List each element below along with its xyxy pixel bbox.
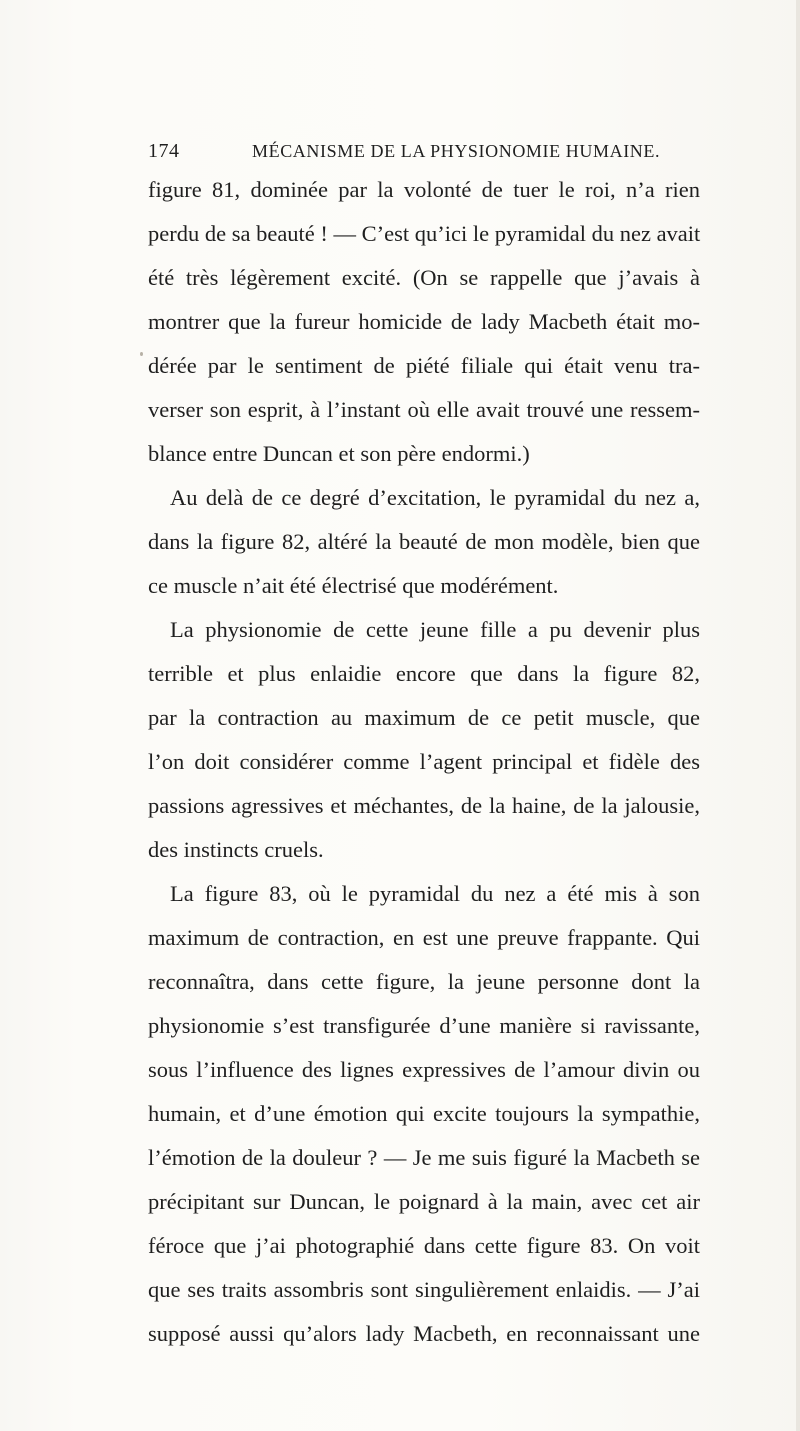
text-line: l’on doit considérer comme l’agent principal et fidèle des xyxy=(148,749,700,774)
page-edge xyxy=(796,0,800,1431)
text-line: sous l’influence des lignes expressives de l’amour divin ou xyxy=(148,1057,700,1082)
text-line: blance entre Duncan et son père endormi.) xyxy=(148,441,530,466)
text-line: La physionomie de cette jeune fille a pu devenir plus xyxy=(170,617,700,642)
text-line: maximum de contraction, en est une preuve frappante. Qui xyxy=(148,925,700,950)
text-line: l’émotion de la douleur ? — Je me suis figuré la Macbeth se xyxy=(148,1145,700,1170)
text-line: féroce que j’ai photographié dans cette figure 83. On voit xyxy=(148,1233,700,1258)
text-line: terrible et plus enlaidie encore que dans la figure 82, xyxy=(148,661,700,686)
body-text xyxy=(148,168,700,1356)
text-line: passions agressives et méchantes, de la haine, de la jalousie, xyxy=(148,793,700,818)
text-line: perdu de sa beauté ! — C’est qu’ici le pyramidal du nez avait xyxy=(148,221,701,246)
text-line: humain, et d’une émotion qui excite toujours la sympathie, xyxy=(148,1101,700,1126)
text-line: verser son esprit, à l’instant où elle avait trouvé une ressem- xyxy=(148,397,700,422)
text-line: précipitant sur Duncan, le poignard à la main, avec cet air xyxy=(148,1189,700,1214)
text-line: supposé aussi qu’alors lady Macbeth, en reconnaissant une xyxy=(148,1321,700,1346)
text-line: Au delà de ce degré d’excitation, le pyramidal du nez a, xyxy=(170,485,700,510)
text-line: figure 81, dominée par la volonté de tuer le roi, n’a rien xyxy=(148,177,700,202)
text-line: dans la figure 82, altéré la beauté de mon modèle, bien que xyxy=(148,529,700,554)
text-line: ce muscle n’ait été électrisé que modérément. xyxy=(148,573,559,598)
text-line: reconnaîtra, dans cette figure, la jeune personne dont la xyxy=(148,969,700,994)
text-line: dérée par le sentiment de piété filiale qui était venu tra- xyxy=(148,353,700,378)
text-line: des instincts cruels. xyxy=(148,837,324,862)
running-title: MÉCANISME DE LA PHYSIONOMIE HUMAINE. xyxy=(252,141,661,161)
text-line: La figure 83, où le pyramidal du nez a été mis à son xyxy=(170,881,700,906)
text-line: montrer que la fureur homicide de lady Macbeth était mo- xyxy=(148,309,700,334)
running-head xyxy=(148,138,700,164)
text-line: été très légèrement excité. (On se rappelle que j’avais à xyxy=(148,265,700,290)
text-line: que ses traits assombris sont singulièrement enlaidis. — J’ai xyxy=(148,1277,700,1302)
text-line: physionomie s’est transfigurée d’une manière si ravissante, xyxy=(148,1013,700,1038)
page-number: 174 xyxy=(148,140,180,162)
text-line: par la contraction au maximum de ce petit muscle, que xyxy=(148,705,700,730)
paper-speck xyxy=(140,352,143,356)
